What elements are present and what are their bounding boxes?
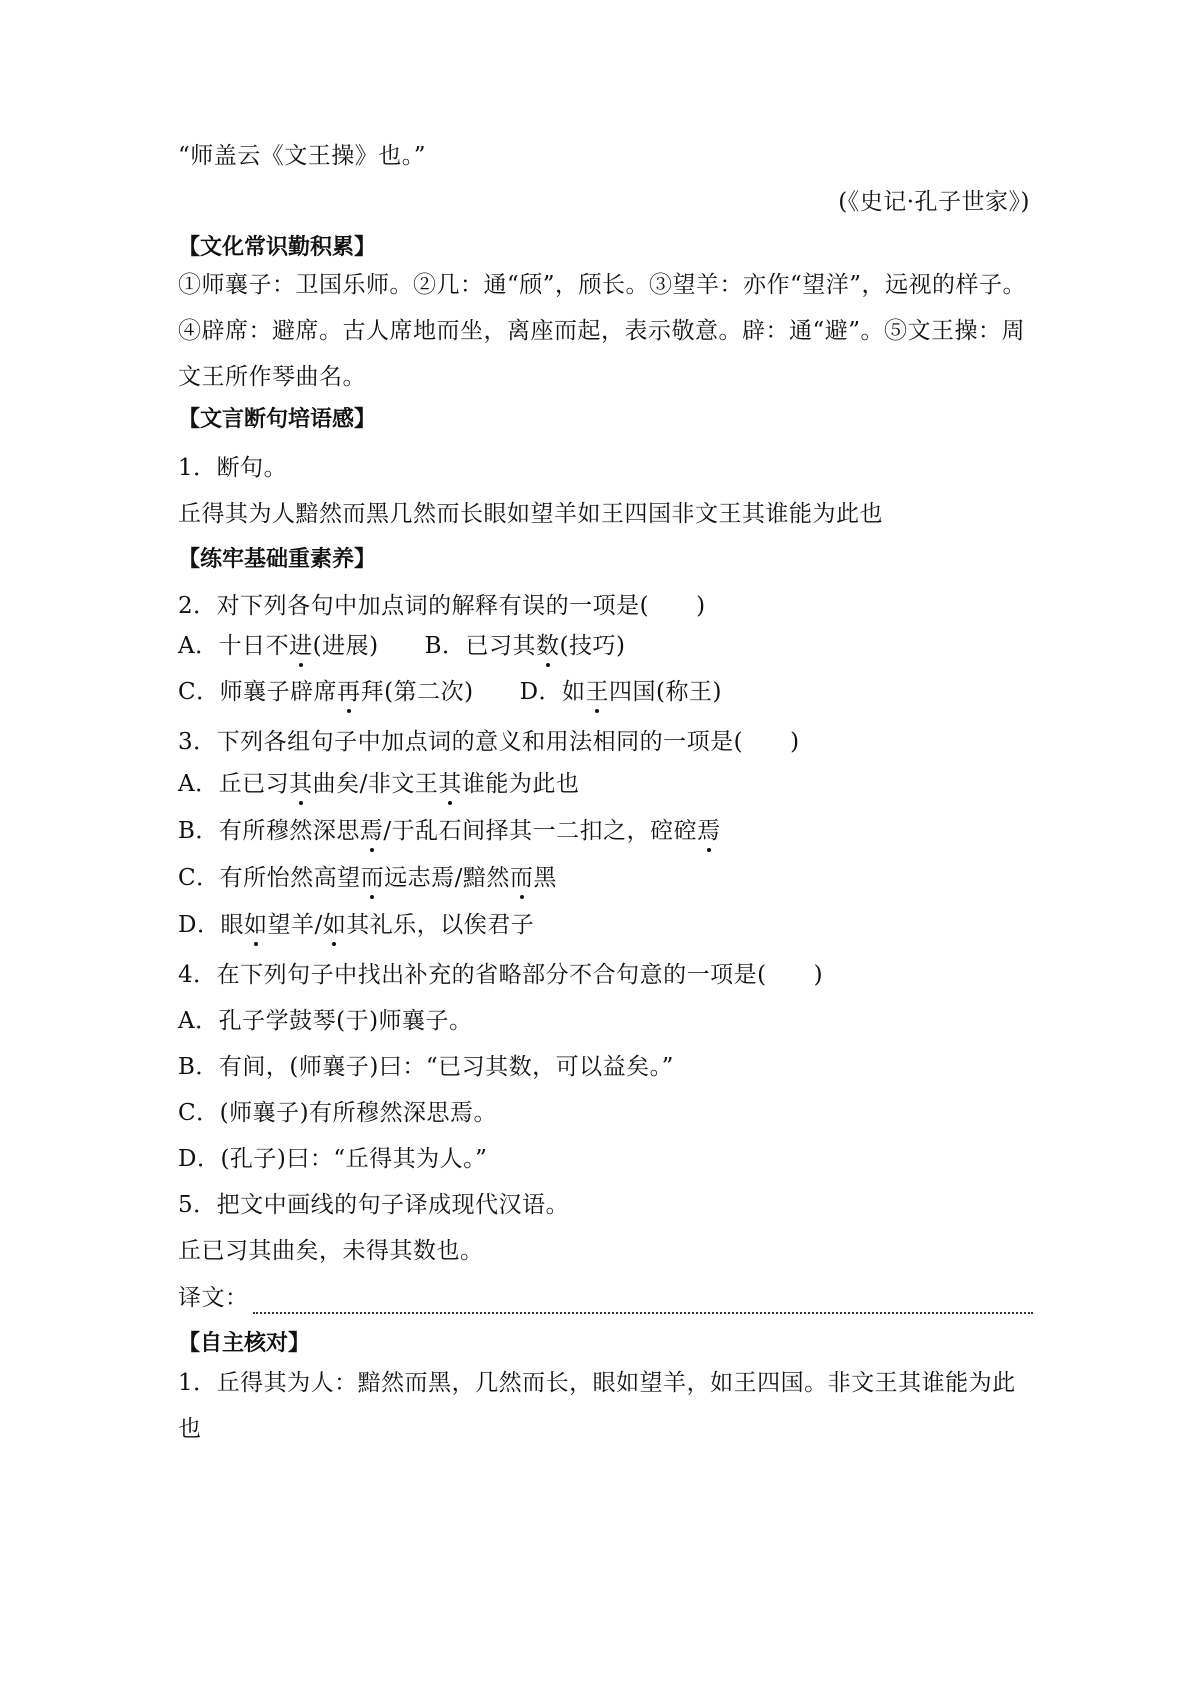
dotted-word: 而 xyxy=(361,862,385,894)
q1-text: 丘得其为人黯然而黑几然而长眼如望羊如王四国非文王其谁能为此也 xyxy=(178,501,883,527)
culture-notes: ①师襄子：卫国乐师。②几：通“颀”，颀长。③望羊：亦作“望洋”，远视的样子。④辟席：避席。古人席地而坐，离座而起，表示敬意。辟：通“避”。⑤文王操：周文王所作琴曲名。 xyxy=(178,272,1027,390)
q3-option-c: C．有所怡然高望而远志焉/黯然而黑 xyxy=(178,862,557,894)
q2-option-c: C．师襄子辟席再拜(第二次) xyxy=(178,679,474,705)
section-title-check: 【自主核对】 xyxy=(178,1331,311,1356)
dotted-word: 其 xyxy=(289,768,313,800)
q3-option-b: B．有所穆然深思焉/于乱石间择其一二扣之，硿硿焉 xyxy=(178,815,721,847)
q2-option-d: D．如王四国(称王) xyxy=(520,679,722,705)
q4-option-a: A．孔子学鼓琴(于)师襄子。 xyxy=(178,1008,473,1034)
dotted-word: 进 xyxy=(289,630,313,662)
dotted-word: 再 xyxy=(337,676,361,708)
source-citation: (《史记·孔子世家》) xyxy=(838,189,1030,215)
section-title-culture: 【文化常识勤积累】 xyxy=(178,235,377,260)
q3-stem: 3．下列各组句子中加点词的意义和用法相同的一项是( ) xyxy=(178,729,800,755)
q2-options-cd xyxy=(178,676,722,708)
dotted-word: 如 xyxy=(244,909,268,941)
q4-option-c: C．(师襄子)有所穆然深思焉。 xyxy=(178,1100,498,1126)
answer-1: 1．丘得其为人：黯然而黑，几然而长，眼如望羊，如王四国。非文王其谁能为此也 xyxy=(178,1370,1016,1442)
q2-option-a: A．十日不进(进展) xyxy=(178,633,379,659)
q4-option-d: D．(孔子)曰：“丘得其为人。” xyxy=(178,1146,488,1172)
q4-option-b: B．有间，(师襄子)曰：“已习其数，可以益矣。” xyxy=(178,1054,674,1080)
q2-option-b: B．已习其数(技巧) xyxy=(425,633,626,659)
q5-stem: 5．把文中画线的句子译成现代汉语。 xyxy=(178,1192,570,1218)
dotted-word: 焉 xyxy=(360,815,384,847)
dotted-word: 如 xyxy=(323,909,347,941)
q2-options-ab xyxy=(178,630,625,662)
dotted-word: 数 xyxy=(536,630,560,662)
q5-sentence: 丘已习其曲矣，未得其数也。 xyxy=(178,1238,484,1264)
dotted-word: 其 xyxy=(438,768,462,800)
dotted-word: 而 xyxy=(510,862,534,894)
dotted-word: 王 xyxy=(586,676,610,708)
q4-stem: 4．在下列句子中找出补充的省略部分不合句意的一项是( ) xyxy=(178,962,824,988)
q1-label: 1．断句。 xyxy=(178,455,288,481)
section-title-basics: 【练牢基础重素养】 xyxy=(178,547,377,572)
q3-option-a: A．丘已习其曲矣/非文王其谁能为此也 xyxy=(178,768,579,800)
dotted-word: 焉 xyxy=(697,815,721,847)
q3-option-d: D．眼如望羊/如其礼乐，以俟君子 xyxy=(178,909,534,941)
translation-answer-line[interactable] xyxy=(253,1288,1033,1314)
q5-answer-row xyxy=(178,1282,1033,1314)
section-title-punctuation: 【文言断句培语感】 xyxy=(178,407,377,432)
quote-line: “师盖云《文王操》也。” xyxy=(178,143,427,169)
q2-stem: 2．对下列各句中加点词的解释有误的一项是( ) xyxy=(178,593,706,619)
translation-label: 译文： xyxy=(178,1285,249,1311)
